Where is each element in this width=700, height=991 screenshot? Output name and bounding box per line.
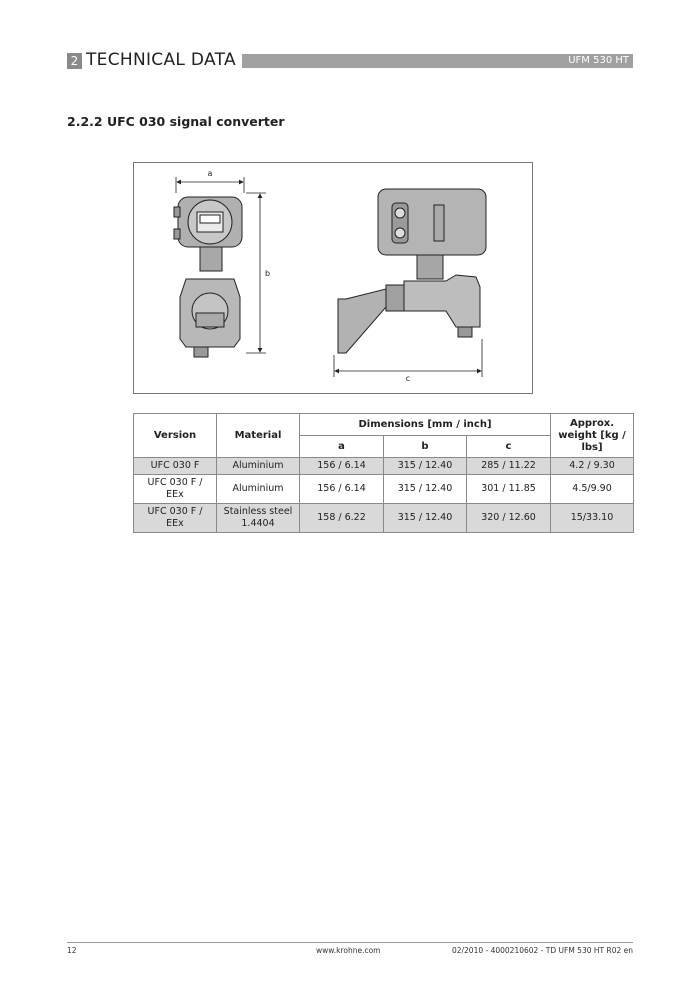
dimension-a: [176, 177, 244, 193]
side-view: [338, 189, 486, 353]
chapter-title: TECHNICAL DATA: [86, 50, 236, 70]
footer-divider: [67, 942, 633, 943]
cell-c: 285 / 11.22: [467, 458, 551, 475]
cell-b: 315 / 12.40: [384, 458, 467, 475]
table-row: [134, 504, 634, 533]
cell-weight: 15/33.10: [551, 504, 634, 533]
cell-a: 156 / 6.14: [300, 458, 384, 475]
cell-version: UFC 030 F: [134, 458, 217, 475]
label-c: c: [405, 374, 411, 383]
product-name: UFM 530 HT: [568, 55, 629, 66]
cell-b: 315 / 12.40: [384, 475, 467, 504]
dimension-drawing: [133, 162, 533, 394]
cell-c: 320 / 12.60: [467, 504, 551, 533]
front-view: [174, 197, 242, 357]
dimension-c: [334, 339, 482, 377]
section-heading: 2.2.2 UFC 030 signal converter: [67, 114, 285, 129]
cell-weight: 4.2 / 9.30: [551, 458, 634, 475]
header-version: Version: [134, 414, 217, 458]
dimensions-table: [133, 413, 634, 533]
cell-c: 301 / 11.85: [467, 475, 551, 504]
cell-version: UFC 030 F / EEx: [134, 504, 217, 533]
dimension-b: [246, 193, 266, 353]
chapter-number: 2: [67, 53, 82, 69]
header-a: a: [300, 436, 384, 458]
header-b: b: [384, 436, 467, 458]
page-header: [67, 52, 633, 70]
table-row: [134, 458, 634, 475]
label-a: a: [207, 169, 213, 178]
header-dimensions: Dimensions [mm / inch]: [300, 414, 551, 436]
table-row: [134, 475, 634, 504]
label-b: b: [265, 269, 271, 278]
cell-weight: 4.5/9.90: [551, 475, 634, 504]
converter-drawing-svg: [134, 163, 534, 395]
cell-a: 156 / 6.14: [300, 475, 384, 504]
cell-material: Aluminium: [217, 458, 300, 475]
cell-b: 315 / 12.40: [384, 504, 467, 533]
cell-material: Stainless steel 1.4404: [217, 504, 300, 533]
document-reference: 02/2010 - 4000210602 - TD UFM 530 HT R02 en: [451, 946, 633, 955]
header-c: c: [467, 436, 551, 458]
cell-version: UFC 030 F / EEx: [134, 475, 217, 504]
header-weight: Approx. weight [kg / lbs]: [551, 414, 634, 458]
website-link[interactable]: www.krohne.com: [316, 946, 381, 955]
page-number: 12: [67, 946, 77, 955]
cell-a: 158 / 6.22: [300, 504, 384, 533]
cell-material: Aluminium: [217, 475, 300, 504]
header-material: Material: [217, 414, 300, 458]
header-bar: [242, 54, 633, 68]
